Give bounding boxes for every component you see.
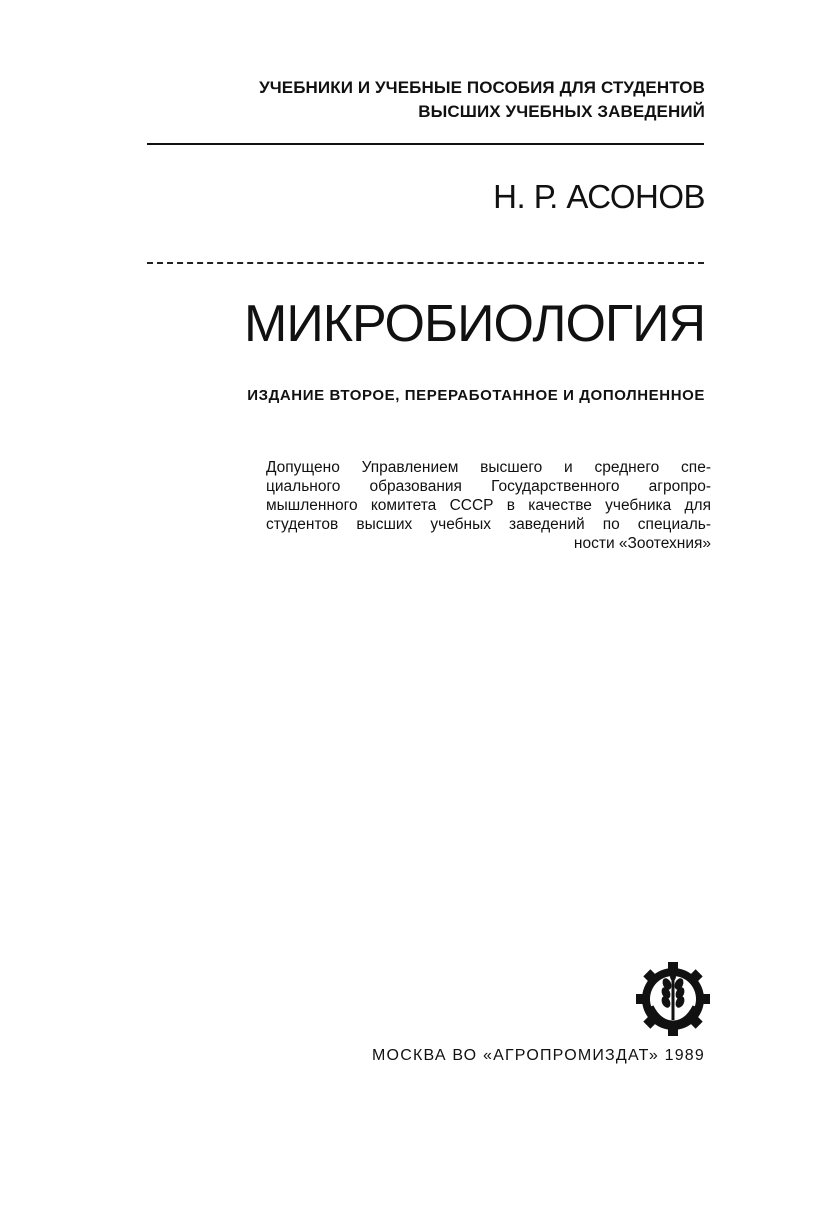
approval-line: мышленного комитета СССР в качестве учебника для xyxy=(266,497,711,514)
top-rule-divider xyxy=(147,143,704,145)
book-title: МИКРОБИОЛОГИЯ xyxy=(244,295,705,353)
approval-line: циального образования Государственного агропро- xyxy=(266,478,711,495)
series-heading xyxy=(259,76,705,124)
approval-statement xyxy=(266,458,711,553)
approval-line: ности «Зоотехния» xyxy=(573,535,711,552)
series-line-2: ВЫСШИХ УЧЕБНЫХ ЗАВЕДЕНИЙ xyxy=(418,102,705,121)
publisher-gear-wheat-emblem-icon xyxy=(636,962,710,1036)
author-name: Н. Р. АСОНОВ xyxy=(493,178,705,215)
publisher-imprint: МОСКВА ВО «АГРОПРОМИЗДАТ» 1989 xyxy=(372,1047,705,1064)
approval-line: студентов высших учебных заведений по специаль- xyxy=(266,516,711,533)
series-line-1: УЧЕБНИКИ И УЧЕБНЫЕ ПОСОБИЯ ДЛЯ СТУДЕНТОВ xyxy=(259,78,705,97)
edition-statement: ИЗДАНИЕ ВТОРОЕ, ПЕРЕРАБОТАННОЕ И ДОПОЛНЕННОЕ xyxy=(247,387,705,404)
middle-rule-divider xyxy=(147,262,704,264)
approval-line: Допущено Управлением высшего и среднего спе- xyxy=(266,459,711,476)
